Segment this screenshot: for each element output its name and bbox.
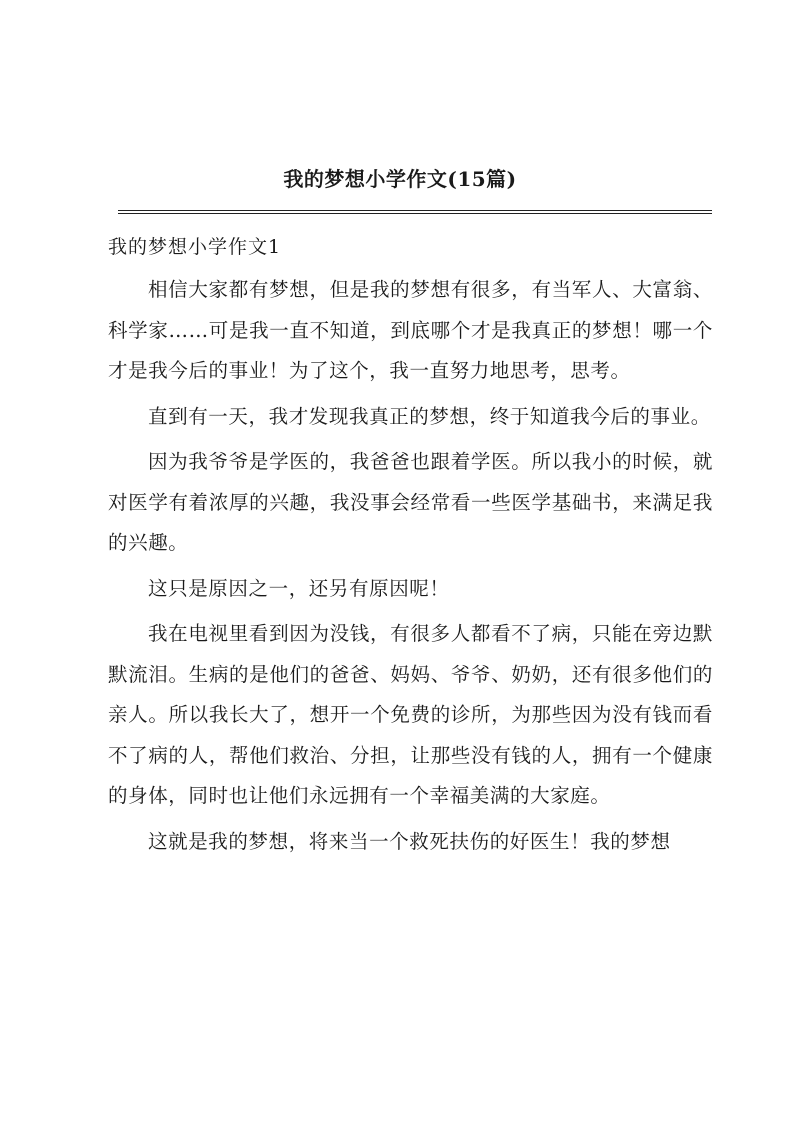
paragraph: 因为我爷爷是学医的，我爸爸也跟着学医。所以我小的时候，就对医学有着浓厚的兴趣，我没事会经常看一些医学基础书，来满足我的兴趣。 xyxy=(108,450,713,554)
body-text xyxy=(108,270,713,867)
paragraph: 这只是原因之一，还另有原因呢！ xyxy=(148,576,450,600)
paragraph: 这就是我的梦想，将来当一个救死扶伤的好医生！我的梦想 xyxy=(148,829,671,853)
paragraph: 相信大家都有梦想，但是我的梦想有很多，有当军人、大富翁、科学家……可是我一直不知道，到底哪个才是我真正的梦想！哪一个才是我今后的事业！为了这个，我一直努力地思考，思考。 xyxy=(108,278,713,382)
section-heading: 我的梦想小学作文1 xyxy=(108,236,282,258)
paragraph: 直到有一天，我才发现我真正的梦想，终于知道我今后的事业。 xyxy=(148,404,711,428)
document-title: 我的梦想小学作文(15篇) xyxy=(283,167,517,191)
title-divider xyxy=(118,210,712,214)
paragraph: 我在电视里看到因为没钱，有很多人都看不了病，只能在旁边默默流泪。生病的是他们的爸爸、妈妈、爷爷、奶奶，还有很多他们的亲人。所以我长大了，想开一个免费的诊所，为那些因为没有钱而看不了病的人，帮他们救治、分担，让那些没有钱的人，拥有一个健康的身体，同时也让他们永远拥有一个幸福美满的大家庭。 xyxy=(108,622,713,807)
